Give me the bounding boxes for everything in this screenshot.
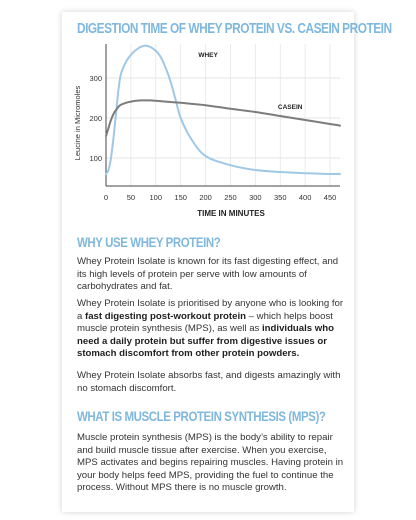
paragraph-what-is-mps xyxy=(77,432,347,495)
text-run: Whey Protein Isolate is prioritised by anyone who is looking for a xyxy=(77,298,344,322)
x-tick-label: 450 xyxy=(323,193,337,202)
y-tick-label: 300 xyxy=(89,74,102,83)
x-axis-title: TIME IN MINUTES xyxy=(197,209,265,218)
chart-title: DIGESTION TIME OF WHEY PROTEIN VS. CASEIN PROTEIN xyxy=(77,21,392,37)
paragraph-why-whey-3 xyxy=(77,370,347,395)
paragraph-why-whey-1 xyxy=(77,256,347,294)
bold-text: individuals who need a daily protein but suffer from digestive issues or stomach discomfort from other protein powders. xyxy=(77,323,334,360)
digestion-chart xyxy=(0,0,416,230)
section-heading-why-whey: WHY USE WHEY PROTEIN? xyxy=(77,234,221,250)
whey-series-label: WHEY xyxy=(198,52,218,60)
text-run: – which helps boost muscle protein synthesis (MPS), as well as xyxy=(77,310,333,335)
paragraph-why-whey-2 xyxy=(77,298,347,361)
x-tick-label: 200 xyxy=(199,193,212,202)
text-run: Whey Protein Isolate is known for its fast digesting effect, and its high levels of protein per serve with low amounts of carbohydrates and fat. xyxy=(77,256,339,293)
text-run: Muscle protein synthesis (MPS) is the body’s ability to repair and build muscle tissue after exercise. When you exercise, MPS activates and begins repairing muscles. Having protein in your body helps feed MPS, providing the fuel to continue the process. Without MPS there is no muscle growth. xyxy=(77,432,344,494)
casein-series-label: CASEIN xyxy=(277,104,303,112)
chart-labels xyxy=(73,52,336,218)
x-tick-label: 300 xyxy=(249,193,262,202)
y-tick-label: 100 xyxy=(89,154,102,163)
x-tick-label: 250 xyxy=(224,193,237,202)
gridlines xyxy=(106,44,340,186)
x-tick-label: 100 xyxy=(149,193,163,202)
x-tick-label: 400 xyxy=(298,193,312,202)
text-run: Whey Protein Isolate absorbs fast, and digests amazingly with no stomach discomfort. xyxy=(77,370,341,394)
x-tick-label: 350 xyxy=(273,193,287,202)
x-tick-label: 0 xyxy=(103,193,109,202)
y-tick-label: 200 xyxy=(89,114,102,123)
x-tick-label: 150 xyxy=(174,193,187,202)
section-heading-what-is-mps: WHAT IS MUSCLE PROTEIN SYNTHESIS (MPS)? xyxy=(77,408,326,424)
x-tick-label: 50 xyxy=(126,193,136,202)
y-axis-title: Leucine in Micromoles xyxy=(73,85,82,161)
bold-text: fast digesting post-workout protein xyxy=(85,310,246,322)
